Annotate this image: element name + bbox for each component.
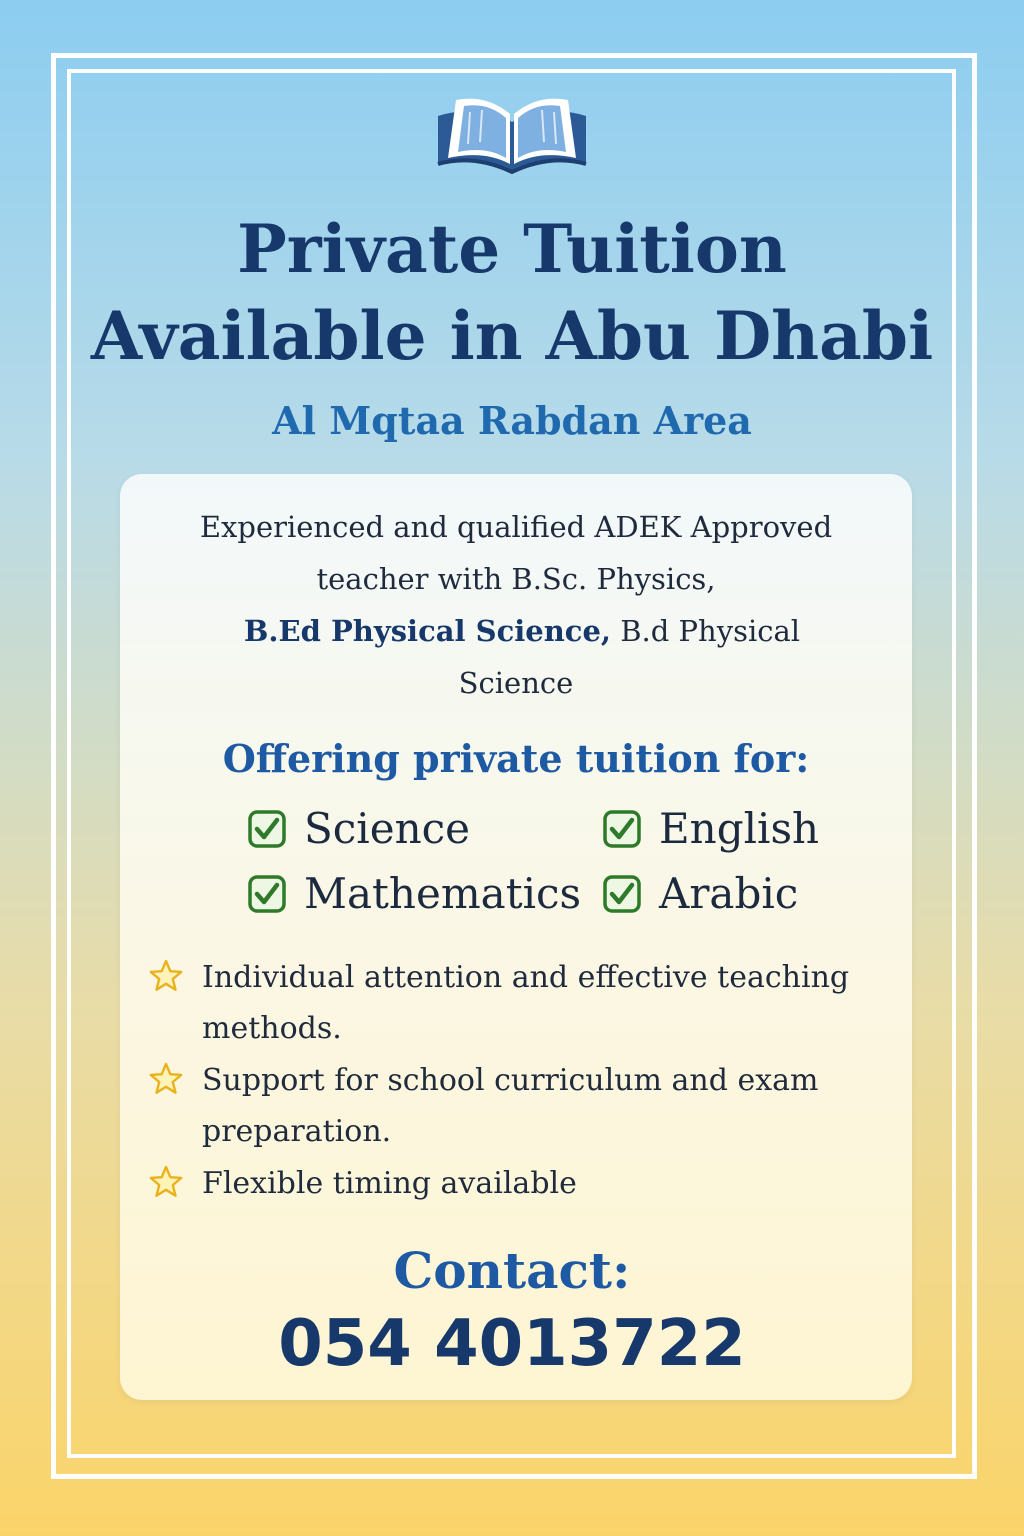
qualification-rest: B.d Physical <box>611 614 801 648</box>
benefits-list <box>148 952 868 1210</box>
benefit-item <box>148 1055 868 1157</box>
benefit-line: methods. <box>202 1011 342 1046</box>
star-icon <box>148 958 184 994</box>
benefit-line: Flexible timing available <box>202 1166 577 1201</box>
subject-english <box>603 801 819 857</box>
intro-line-1: Experienced and qualified ADEK Approved <box>199 510 833 544</box>
contact-label: Contact: <box>393 1241 631 1300</box>
benefit-line: preparation. <box>202 1114 392 1149</box>
checkbox-icon <box>603 875 641 913</box>
subject-label: English <box>659 804 820 853</box>
intro-line-3 <box>132 605 912 657</box>
checkbox-icon <box>603 810 641 848</box>
intro-line-4: Science <box>458 666 574 700</box>
subject-arabic <box>603 866 798 922</box>
subject-mathematics <box>248 866 581 922</box>
benefit-item <box>148 1158 868 1209</box>
subject-label: Arabic <box>659 869 799 918</box>
open-book-icon <box>434 92 590 176</box>
title-line-1: Private Tuition <box>237 210 787 288</box>
benefit-item <box>148 952 868 1054</box>
star-icon <box>148 1061 184 1097</box>
teacher-intro <box>120 501 912 709</box>
phone-number: 054 4013722 <box>278 1307 746 1381</box>
offering-heading: Offering private tuition for: <box>222 736 810 781</box>
qualification-bold: B.Ed Physical Science, <box>243 614 611 648</box>
title-line-2: Available in Abu Dhabi <box>90 297 934 375</box>
subject-label: Science <box>304 804 471 853</box>
intro-line-2: teacher with B.Sc. Physics, <box>316 562 716 596</box>
benefit-line: Individual attention and effective teaching <box>202 960 850 995</box>
area-subtitle: Al Mqtaa Rabdan Area <box>272 398 752 443</box>
subject-science <box>248 801 470 857</box>
checkbox-icon <box>248 875 286 913</box>
subject-label: Mathematics <box>304 869 582 918</box>
checkbox-icon <box>248 810 286 848</box>
star-icon <box>148 1164 184 1200</box>
benefit-line: Support for school curriculum and exam <box>202 1063 819 1098</box>
